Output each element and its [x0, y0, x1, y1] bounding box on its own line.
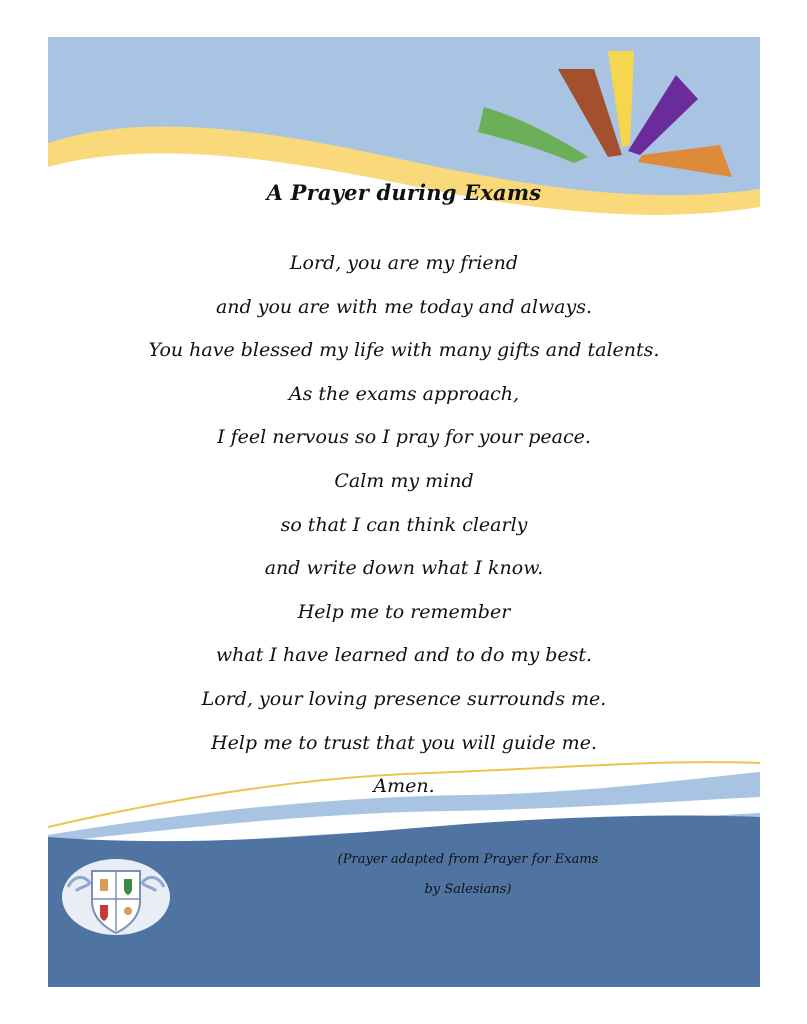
prayer-line: Help me to remember: [297, 600, 511, 623]
prayer-text: [48, 242, 760, 809]
credit-line-2: by Salesians): [424, 882, 512, 897]
prayer-card: [48, 37, 760, 987]
prayer-line: Help me to trust that you will guide me.: [211, 731, 597, 754]
prayer-line: As the exams approach,: [288, 382, 520, 405]
crest-orange-dot: [124, 907, 132, 915]
prayer-line: I feel nervous so I pray for your peace.: [217, 426, 591, 449]
credit-line-1: (Prayer adapted from Prayer for Exams: [337, 852, 599, 867]
prayer-line: so that I can think clearly: [280, 513, 528, 536]
prayer-line: and you are with me today and always.: [215, 295, 593, 318]
prayer-line: You have blessed my life with many gifts and talents.: [148, 339, 660, 362]
prayer-line: Lord, your loving presence surrounds me.: [201, 687, 607, 710]
school-crest-icon: [60, 857, 172, 937]
prayer-line: Amen.: [373, 775, 435, 798]
prayer-line: Calm my mind: [334, 469, 474, 492]
credit-note: [248, 845, 688, 905]
crest-cross: [100, 879, 108, 891]
page-title: A Prayer during Exams: [266, 180, 542, 205]
prayer-line: what I have learned and to do my best.: [215, 644, 593, 667]
prayer-line: Lord, you are my friend: [289, 252, 519, 274]
prayer-line: and write down what I know.: [264, 557, 544, 580]
